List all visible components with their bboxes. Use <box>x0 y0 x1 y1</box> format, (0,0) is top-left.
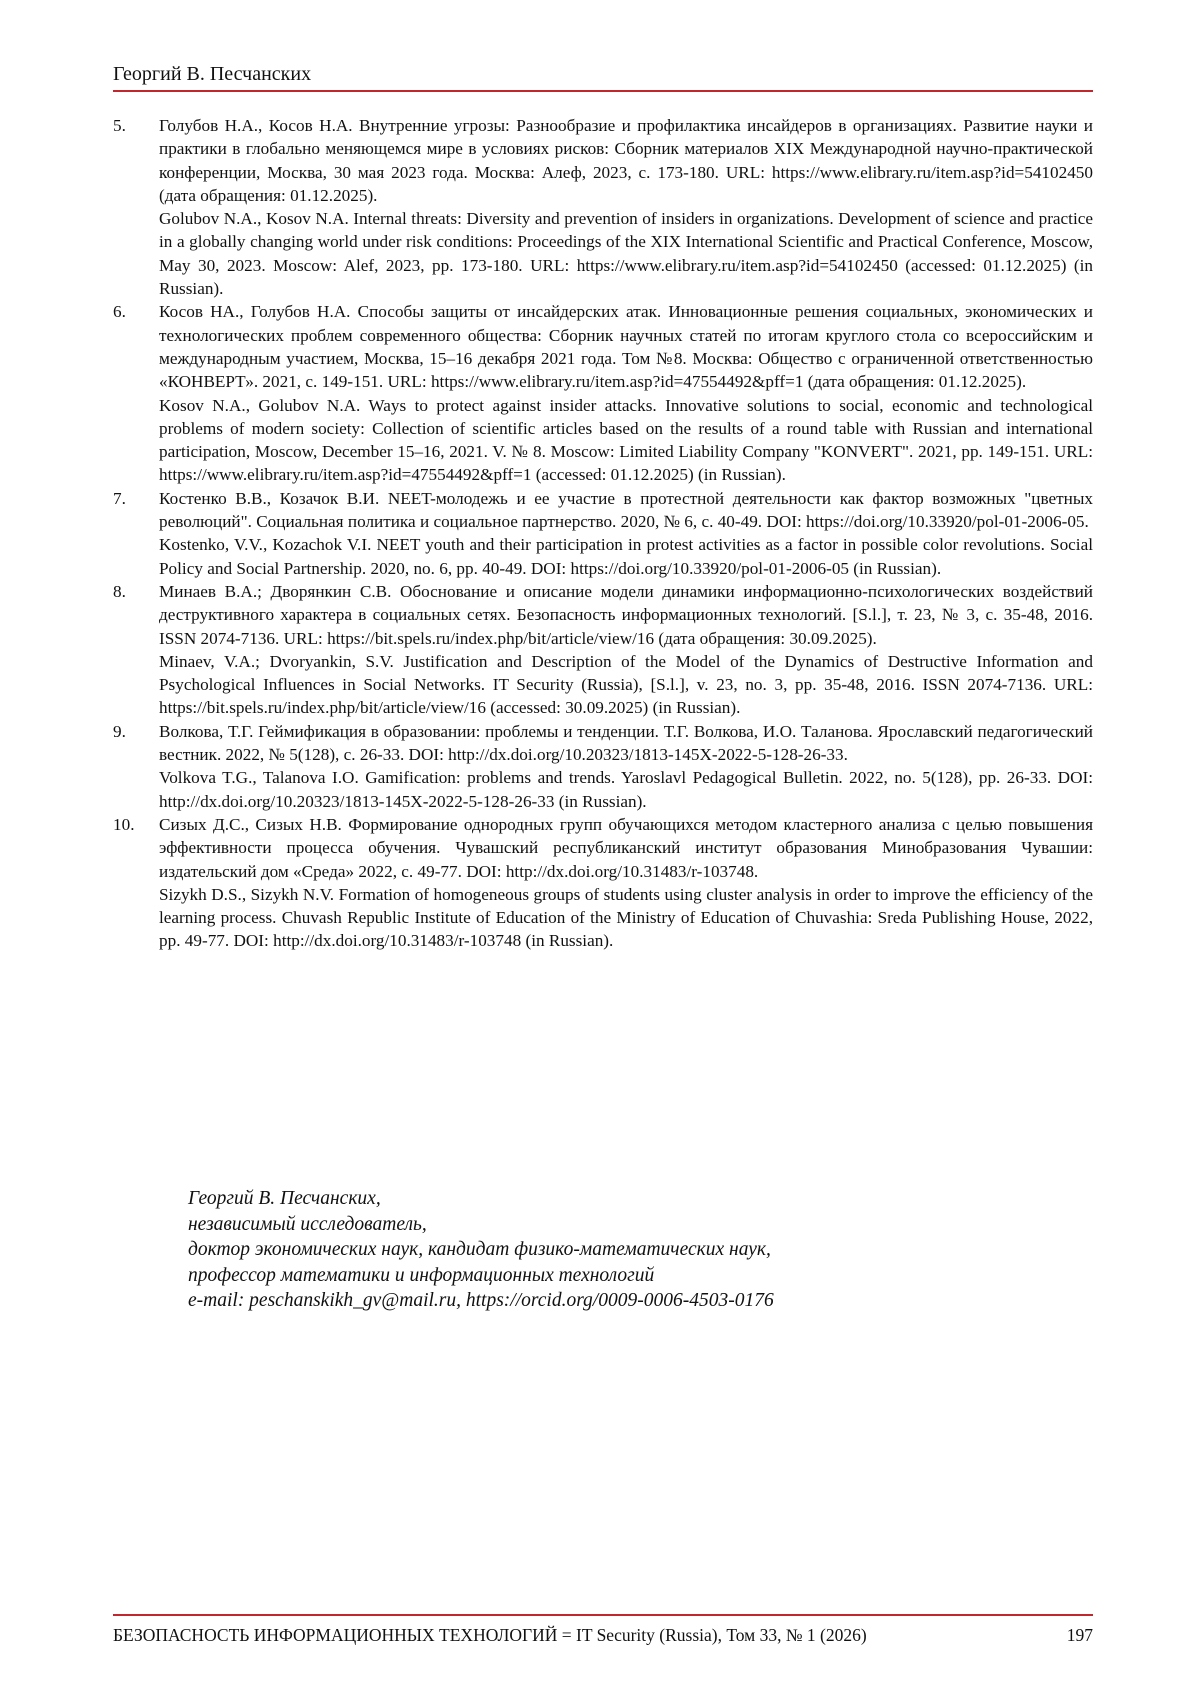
reference-text-en: Volkova T.G., Talanova I.O. Gamification: problems and trends. Yaroslavl Pedagogical Bulletin. 2022, no. 5(128), pp. 26-33. DOI: http://dx.doi.org/10.20323/1813-145X-2022-5-128-26-33 (in Russian). <box>159 768 1093 811</box>
author-position: независимый исследователь, <box>188 1213 427 1235</box>
reference-text-en: Golubov N.A., Kosov N.A. Internal threats: Diversity and prevention of insiders in organizations. Development of science and practice in a globally changing world under risk conditions: Proceedings of the XIX International Scientific and Practical Conference, Moscow, May 30, 2023. Moscow: Alef, 2023, pp. 173-180. URL: https://www.elibrary.ru/item.asp?id=54102450 (accessed: 01.12.2025) (in Russian). <box>159 209 1093 299</box>
reference-list <box>113 114 1093 953</box>
reference-text-en: Kostenko, V.V., Kozachok V.I. NEET youth and their participation in protest activities as a factor in possible color revolutions. Social Policy and Social Partnership. 2020, no. 6, pp. 40-49. DOI: https://doi.org/10.33920/pol-01-2006-05 (in Russian). <box>159 535 1093 578</box>
reference-text-ru: Сизых Д.С., Сизых Н.В. Формирование однородных групп обучающихся методом кластерного анализа с целью повышения эффективности процесса обучения. Чувашский республиканский институт образования Минобразования Чувашии: издательский дом «Среда» 2022, с. 49-77. DOI: http://dx.doi.org/10.31483/r-103748. <box>159 814 1093 881</box>
reference-text-ru: Косов НА., Голубов Н.А. Способы защиты от инсайдерских атак. Инновационные решения социальных, экономических и технологических проблем современного общества: Сборник научных статей по итогам круглого стола со всероссийским и международным участием, Москва, 15–16 декабря 2021 года. Том №8. Москва: Общество с ограниченной ответственностью «КОНВЕРТ». 2021, с. 149-151. URL: https://www.elibrary.ru/item.asp?id=47554492&pff=1 (дата обращения: 01.12.2025). <box>159 302 1093 392</box>
author-title: профессор математики и информационных технологий <box>188 1264 655 1286</box>
page-header <box>113 62 1093 92</box>
page-number: 197 <box>1066 1625 1093 1645</box>
reference-number: 7. <box>113 488 126 508</box>
running-header-author: Георгий В. Песчанских <box>113 63 312 85</box>
reference-item-10 <box>113 813 1093 953</box>
reference-item-6 <box>113 300 1093 486</box>
reference-number: 8. <box>113 581 126 601</box>
reference-text-ru: Волкова, Т.Г. Геймификация в образовании: проблемы и тенденции. Т.Г. Волкова, И.О. Таланова. Ярославский педагогический вестник. 2022, № 5(128), с. 26-33. DOI: http://dx.doi.org/10.20323/1813-145X-2022-5-128-26-33. <box>159 721 1093 765</box>
footer-journal-title: БЕЗОПАСНОСТЬ ИНФОРМАЦИОННЫХ ТЕХНОЛОГИЙ = IT Security (Russia), Том 33, № 1 (2026) <box>113 1625 867 1645</box>
reference-text-en: Kosov N.A., Golubov N.A. Ways to protect against insider attacks. Innovative solutions to social, economic and technological problems of modern society: Collection of scientific articles based on the results of a round table with Russian and international participation, Moscow, December 15–16, 2021. V. № 8. Moscow: Limited Liability Company "KONVERT". 2021, pp. 149-151. URL: https://www.elibrary.ru/item.asp?id=47554492&pff=1 (accessed: 01.12.2025) (in Russian). <box>159 395 1093 485</box>
reference-number: 10. <box>113 814 135 834</box>
reference-number: 6. <box>113 302 126 322</box>
reference-number: 9. <box>113 721 126 741</box>
reference-item-7 <box>113 487 1093 580</box>
page-footer <box>113 1614 1093 1646</box>
author-info <box>188 1186 1088 1314</box>
reference-text-en: Minaev, V.A.; Dvoryankin, S.V. Justification and Description of the Model of the Dynamics of Destructive Information and Psychological Influences in Social Networks. IT Security (Russia), [S.l.], v. 23, no. 3, pp. 35-48, 2016. ISSN 2074-7136. URL: https://bit.spels.ru/index.php/bit/article/view/16 (accessed: 30.09.2025) (in Russian). <box>159 651 1093 718</box>
reference-text-en: Sizykh D.S., Sizykh N.V. Formation of homogeneous groups of students using cluster analysis in order to improve the efficiency of the learning process. Chuvash Republic Institute of Education of the Ministry of Education of Chuvashia: Sreda Publishing House, 2022, pp. 49-77. DOI: http://dx.doi.org/10.31483/r-103748 (in Russian). <box>159 884 1093 951</box>
reference-item-9 <box>113 720 1093 813</box>
header-rule <box>113 90 1093 92</box>
reference-item-5 <box>113 114 1093 300</box>
footer-rule <box>113 1614 1093 1616</box>
reference-text-ru: Минаев В.А.; Дворянкин С.В. Обоснование и описание модели динамики информационно-психологических воздействий деструктивного характера в социальных сетях. Безопасность информационных технологий. [S.l.], т. 23, № 3, с. 35-48, 2016. ISSN 2074-7136. URL: https://bit.spels.ru/index.php/bit/article/view/16 (дата обращения: 30.09.2025). <box>159 581 1093 648</box>
author-name: Георгий В. Песчанских, <box>188 1188 381 1209</box>
reference-number: 5. <box>113 116 126 135</box>
reference-text-ru: Голубов Н.А., Косов Н.А. Внутренние угрозы: Разнообразие и профилактика инсайдеров в организациях. Развитие науки и практики в глобально меняющемся мире в условиях рисков: Сборник материалов XIX Международной научно-практической конференции, Москва, 30 мая 2023 года. Москва: Алеф, 2023, с. 173-180. URL: https://www.elibrary.ru/item.asp?id=54102450 (дата обращения: 01.12.2025). <box>159 116 1093 205</box>
reference-text-ru: Костенко В.В., Козачок В.И. NEET-молодежь и ее участие в протестной деятельности как фактор возможных "цветных революций". Социальная политика и социальное партнерство. 2020, № 6, с. 40-49. DOI: https://doi.org/10.33920/pol-01-2006-05. <box>159 488 1093 532</box>
author-degrees: доктор экономических наук, кандидат физико-математических наук, <box>188 1239 771 1260</box>
reference-item-8 <box>113 580 1093 720</box>
author-contacts: e-mail: peschanskikh_gv@mail.ru, https://orcid.org/0009-0006-4503-0176 <box>188 1290 774 1311</box>
